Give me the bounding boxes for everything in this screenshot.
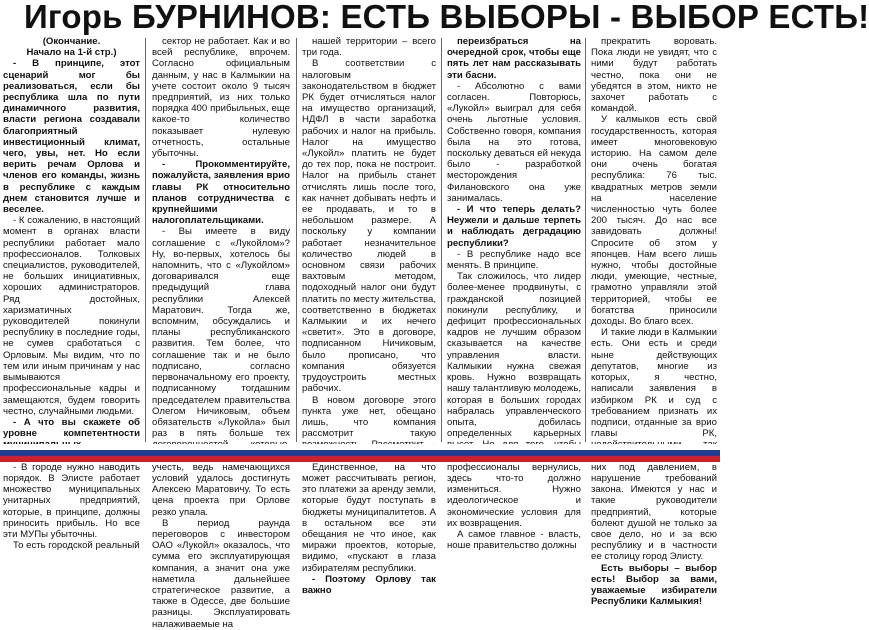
text-column-5 — [591, 36, 717, 608]
paragraph: Начало на 1-й стр.) — [26, 47, 117, 59]
paragraph: (Окончание. — [42, 36, 101, 47]
paragraph: - В городе нужно наводить порядок. В Элисте работает множество муниципальных унитарных предприятий, которые, в принципе, должны приносить прибыль. Но все эти МУПы убыточны. — [3, 461, 140, 540]
text-column-4 — [447, 36, 581, 552]
paragraph: Единственное, на что может рассчитывать регион, это платежи за аренду земли, которые будут поступать в бюджеты муниципалитетов. А в остальном все эти обещания не что иное, как миражи проектов, которые, видимо, «пускают в глаза избирателям республики. — [302, 461, 436, 574]
paragraph: То есть городской реальный — [13, 540, 140, 552]
article-headline-bar — [0, 0, 869, 36]
paragraph: - К сожалению, в настоящий момент в органах власти республики работает мало профессионалов. Толковых специалистов, руководителей, не больших инициативных, хороших администраторов. Ряд достойных, харизматичных руководителей покинули республику в последние годы, не сумев сработаться с Орловым. Мы видим, что по тем или иным причинам у нас вымываются профессиональные кадры и замещаются, будем говорить честно, случайными людьми. — [3, 215, 140, 417]
paragraph: И такие люди в Калмыкии есть. Они есть и среди ныне действующих депутатов, многие из которых, я честно, написали заявления в избирком РК и суд с требованием признать их подписи, отданные за врио главы РК, них под давлением, в нарушение требований закона. Имеются у нас и такие руководители предприятий, которые болеют душой не только за свое дело, но и за всю республику и в частности ее столицу город Элисту. — [591, 327, 717, 563]
paragraph: В новом договоре этого пункта уже нет, обещано лишь, что компания рассмотрит такую — [302, 394, 436, 440]
article-headline: Игорь БУРНИНОВ: ЕСТЬ ВЫБОРЫ - ВЫБОР ЕСТЬ! — [24, 0, 869, 35]
paragraph: - Абсолютно с вами согласен. Повторюсь, «Лукойл» выиграл для себя очень льготные условия. Собственно говоря, компания была на это готова, поскольку деваться ей некуда было - разработкой месторождения Филановского она уже занималась. — [447, 80, 581, 204]
paragraph: - В принципе, этот сценарий мог бы реализоваться, если бы республика шла по пути динамичного развития, власти региона создавали благоприятный инвестиционный климат, чего, увы, нет. Но если верить речам Орлова и членов его команды, жизнь в республике с каждым днем становится лучше и веселее. — [3, 58, 140, 216]
paragraph: - А что вы скажете об уровне компетентности — [3, 416, 140, 440]
flag-stripe-red — [0, 456, 720, 462]
paragraph: сектор не работает. Как и во всей республике, впрочем. Согласно официальным данным, у нас в Калмыкии на учете состоит около 9 тысяч предприятий, из них только порядка 400 прибыльных, еще какое-то количество показывает нулевую отчетность, остальные убыточны. — [152, 36, 290, 160]
text-column-3 — [302, 36, 436, 596]
paragraph: А самое главное - власть, ноше правительство должны — [447, 528, 581, 552]
paragraph: В период раунда переговоров с инвестором ОАО «Лукойл» оказалось, что сумма его эксплуатирующая компания, а значит она уже наметила дальнейшее стратегическое развитие, а также в Одессе, две большие разницы. Эксплуатировать налаживаемые на — [152, 517, 290, 630]
paragraph: В соответствии с налоговым законодательством в бюджет РК будет отчисляться налог на имущество организаций, НДФЛ в части заработка рабочих и налог на прибыль. Налог на имущество «Лукойл» платить не будет до тех пор, пока не построит. Налог на прибыль станет отчислять лишь после того, как начнет добывать нефть и ее продавать, и то в небольшом размере. А поскольку у компании работает незначительное количество людей в основном связи рабочих вахтовым методом, подоходный налог они будут платить по месту жительства, соответственно в бюджетах Калмыкии и их нечего «светит». Это в договоре, подписанном Ничиковым, было прописано, что компания обязуется трудоустроить местных рабочих. — [302, 58, 436, 395]
paragraph: Есть выборы – выбор есть! Выбор за вами, уважаемые избиратели Республики Калмыкия! — [591, 562, 717, 608]
tricolor-footer — [0, 444, 720, 462]
paragraph: нашей территории – всего три года. — [302, 36, 436, 59]
paragraph: прекратить воровать. Пока люди не увидят, что с ними будут работать честно, пока они не убедятся в этом, никто не захочет работать с командой. — [591, 36, 717, 115]
paragraph: У калмыков есть свой государственность, которая имеет многовековую историю. На самом деле они очень богатая республика: 76 тыс. квадратных метров земли на население численностью чуть более 200 тысяч. До нас все завидовать должны! Спросите об этом у японцев. Нам всего лишь нужно, чтобы достойные люди, умеющие, честные, грамотно управляли этой территорией, чтобы ее богатства приносили доходы. Во благо всех. — [591, 114, 717, 328]
paragraph: - В республике надо все менять. В принципе. — [447, 248, 581, 272]
paragraph: переизбраться на очередной срок, чтобы еще пять лет нам рассказывать эти басни. — [447, 36, 581, 81]
paragraph: - Прокомментируйте, пожалуйста, заявления врио главы РК относительно планов сотрудничества с крупнейшими налогоплательщиками. — [152, 159, 290, 227]
paragraph: - И что теперь делать? Неужели и дальше терпеть и наблюдать деградацию республики? — [447, 204, 581, 249]
text-column-1 — [3, 36, 140, 552]
paragraph: - Поэтому Орлову так важно — [302, 573, 436, 596]
paragraph: - Вы имеете в виду соглашение с «Лукойлом»? Ну, во-первых, хотелось бы напомнить, что с «Лукойлом» договаривался еще предыдущий глава республики Алексей Маратович. Тогда же, вспомним, обсуждались и планы республиканского развития. Тем более, что соглашение так и не было подписано, согласно первоначальному его проекту, подписанному тогдашним председателем правительства Олегом Ничиковым, объем обязательств «Лукойла» был раз в пять больше тех учесть, ведь намечающихся условий удалось достигнуть Алексею Маратовичу. То есть цена проекта при Орлове резко упала. — [152, 226, 290, 518]
text-column-2 — [152, 36, 290, 630]
article-body — [0, 36, 720, 630]
paragraph: Так сложилось, что лидер более-менее продвинуты, с гражданской позицией покинули республику, и дефицит профессиональных кадров не лучшим образом сказывается на качестве управления власти. Калмыкии нужна свежая кровь. Нужно возвращать нашу талантливую молодежь, которая в больших городах набралась управленческого опыта, добилась определенных карьерных профессионалы вернулись, здесь что-то должно измениться. Нужно идеологическое и экономические условия для их возвращения. — [447, 271, 581, 529]
